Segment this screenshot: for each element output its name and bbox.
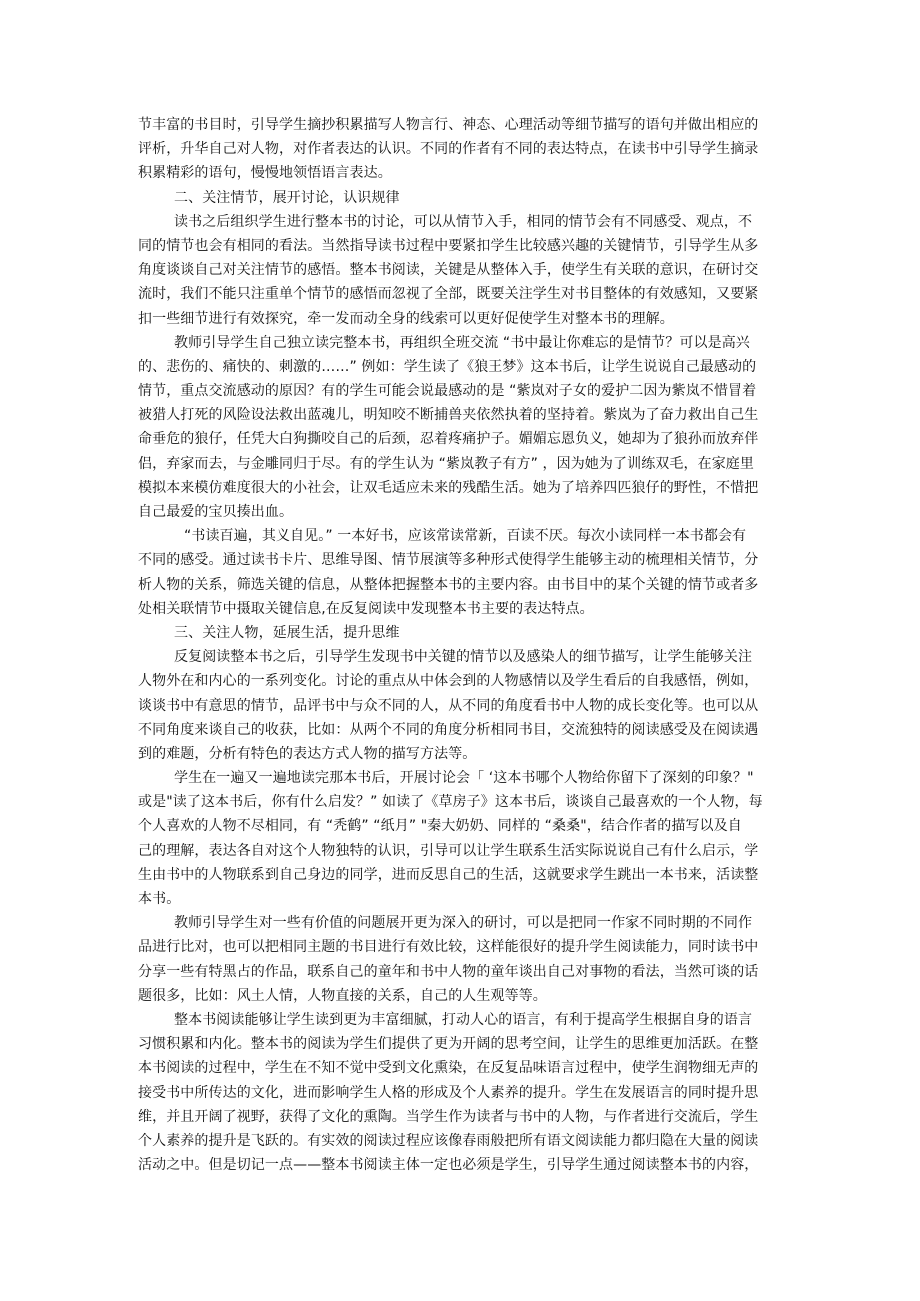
- text-line: 析人物的关系，筛选关键的信息，从整体把握整本书的主要内容。由书目中的某个关键的情节或者多: [138, 576, 759, 593]
- text-line: 模拟本来模仿难度很大的小社会，让双毛适应未来的残酷生活。她为了培养四匹狼仔的野性，不惜把: [138, 479, 759, 496]
- text-line: 人物外在和内心的一系列变化。讨论的重点从中体会到的人物感情以及学生看后的自我感悟，例如，: [138, 673, 759, 690]
- text-line: 个人素养的提升是飞跃的。有实效的阅读过程应该像春雨般把所有语文阅读能力都归隐在大量的阅读: [138, 1132, 759, 1149]
- text-line: 被猎人打死的风险设法救出蓝魂儿，明知咬不断捕兽夹依然执着的坚持着。紫岚为了奋力救出自己生: [138, 407, 759, 424]
- text-line: 不同的感受。通过读书卡片、思维导图、情节展演等多种形式使得学生能够主动的梳理相关情节，分: [138, 552, 759, 569]
- text-line: 接受书中所传达的文化，进而影响学生人格的形成及个人素养的提升。学生在发展语言的同时提升思: [138, 1084, 759, 1101]
- text-line: 不同角度来谈自己的收获，比如：从两个不同的角度分析相同书目，交流独特的阅读感受及在阅读遇: [138, 721, 759, 738]
- text-line: 品进行比对，也可以把相同主题的书目进行有效比较，这样能很好的提升学生阅读能力，同时读书中: [138, 939, 759, 956]
- text-line: 流时，我们不能只注重单个情节的感悟而忽视了全部，既要关注学生对书目整体的有效感知，又要紧: [138, 286, 759, 303]
- text-line: 教师引导学生自己独立读完整本书，再组织全班交流 “书中最让你难忘的是情节？可以是高兴: [174, 334, 750, 351]
- text-line: 情节，重点交流感动的原因？有的学生可能会说最感动的是 “紫岚对子女的爱护二因为紫岚不惜冒着: [138, 383, 757, 400]
- text-line: 教师引导学生对一些有价值的问题展开更为深入的研讨，可以是把同一作家不同时期的不同作: [174, 915, 753, 932]
- text-line: 生由书中的人物联系到自己身边的同学，进而反思自己的生活，这就要求学生跳出一本书来，活读整: [138, 866, 759, 883]
- text-line: 的、悲伤的、痛快的、刺激的……” 例如：学生读了《狼王梦》这本书后，让学生说说自己最感动的: [138, 358, 757, 375]
- section-heading: 三、关注人物，延展生活，提升思维: [174, 624, 400, 641]
- text-line: 学生在一遍又一遍地读完那本书后，开展讨论会「 ‘这本书哪个人物给你留下了深刻的印象？": [174, 770, 754, 787]
- text-line: 题很多，比如：风土人情，人物直接的关系，自己的人生观等等。: [138, 987, 547, 1004]
- section-heading: 二、关注情节，展开讨论，认识规律: [174, 189, 400, 206]
- text-line: 命垂危的狼仔，任凭大白狗撕咬自己的后颈，忍着疼痛护子。媚媚忘恩负义，她却为了狼孙而放弃伴: [138, 431, 759, 448]
- text-line: 反复阅读整本书之后，引导学生发现书中关键的情节以及感染人的细节描写，让学生能够关注: [174, 649, 753, 666]
- text-line: 读书之后组织学生进行整本书的讨论，可以从情节入手，相同的情节会有不同感受、观点，不: [174, 213, 753, 230]
- text-line: 本书。: [138, 891, 181, 907]
- text-line: 自己最爱的宝贝揍出血。: [138, 504, 294, 520]
- text-line: 本书阅读的过程中，学生在不知不觉中受到文化熏染，在反复品味语言过程中，使学生润物细无声的: [138, 1060, 759, 1077]
- text-line: 评析，升华自己对人物，对作者表达的认识。不同的作者有不同的表达特点，在读书中引导学生摘录: [138, 141, 759, 158]
- text-line: 维，并且开阔了视野，获得了文化的熏陶。当学生作为读者与书中的人物，与作者进行交流后，学生: [138, 1108, 759, 1125]
- text-line: 角度谈谈自己对关注情节的感悟。整本书阅读，关键是从整体入手，使学生有关联的意识，在研讨交: [138, 262, 759, 279]
- text-line: 节丰富的书目时，引导学生摘抄积累描写人物言行、神态、心理活动等细节描写的语句并做出相应的: [138, 117, 759, 133]
- text-line: “书读百遍，其义自见。” 一本好书，应该常读常新，百读不厌。每次小读同样一本书都会有: [184, 528, 747, 545]
- text-line: 侣，弃家而去，与金雕同归于尽。有的学生认为 “紫岚教子有方” ，因为她为了训练双毛，在家庭里: [138, 455, 755, 472]
- text-line: 积累精彩的语句，慢慢地领悟语言表达。: [138, 165, 392, 182]
- text-line: 或是"读了这本书后，你有什么启发？” 如读了《草房子》这本书后，谈谈自己最喜欢的一个人物，每: [138, 794, 763, 811]
- text-line: 活动之中。但是切记一点——整本书阅读主体一定也必须是学生，引导学生通过阅读整本书的内容，: [138, 1157, 759, 1174]
- text-line: 谈谈书中有意思的情节，品评书中与众不同的人，从不同的角度看书中人物的成长变化等。也可以从: [138, 697, 759, 714]
- text-line: 整本书阅读能够让学生读到更为丰富细腻，打动人心的语言，有利于提高学生根据自身的语言: [174, 1011, 753, 1028]
- text-line: 处相关联情节中摄取关键信息,在反复阅读中发现整本书主要的表达特点。: [138, 600, 594, 617]
- text-line: 己的理解，表达各自对这个人物独特的认识，引导可以让学生联系生活实际说说自己有什么启示，学: [138, 842, 759, 859]
- text-line: 扣一些细节进行有效探究，牵一发而动全身的线索可以更好促使学生对整本书的理解。: [138, 310, 674, 327]
- text-line: 分享一些有特黑占的作品，联系自己的童年和书中人物的童年谈出自己对事物的看法，当然可谈的话: [138, 963, 759, 980]
- text-line: 到的难题，分析有特色的表达方式人物的描写方法等。: [138, 745, 477, 762]
- text-line: 同的情节也会有相同的看法。当然指导读书过程中要紧扣学生比较感兴趣的关键情节，引导学生从多: [138, 237, 759, 254]
- document-body: [138, 113, 788, 1177]
- text-line: 个人喜欢的人物不尽相同，有 “秃鹤” “纸月” "秦大奶奶、同样的 “桑桑"，结合作者的描写以及自: [138, 818, 742, 835]
- text-line: 习惯积累和内化。整本书的阅读为学生们提供了更为开阔的思考空间，让学生的思维更加活跃。在整: [138, 1036, 759, 1053]
